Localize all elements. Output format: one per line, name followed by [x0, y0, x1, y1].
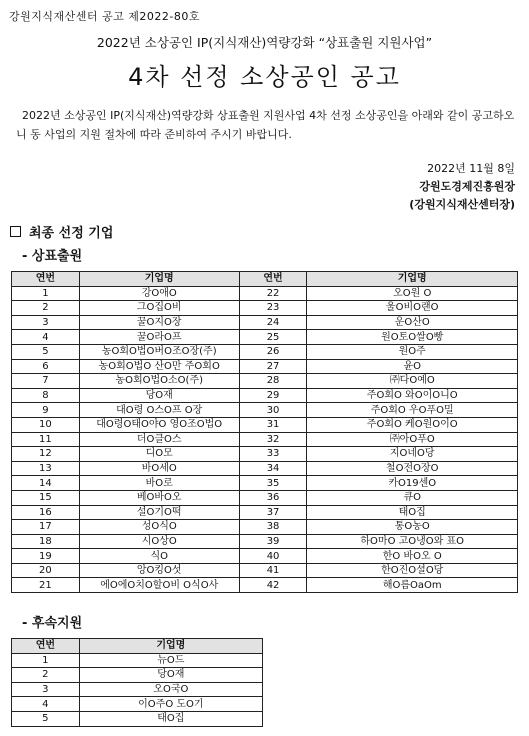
company-name: 주O회O 우O푸O밀 — [307, 403, 518, 418]
table-row — [12, 653, 263, 668]
table-row — [12, 432, 518, 447]
company-name: 오O원 O — [307, 286, 518, 301]
table-row — [12, 505, 518, 520]
checkbox-icon — [10, 226, 21, 237]
table-row — [12, 301, 518, 316]
table-row — [12, 315, 518, 330]
column-header-company: 기업명 — [307, 272, 518, 287]
row-number: 41 — [239, 563, 307, 578]
table-row — [12, 534, 518, 549]
company-name: 농O회O법O 산O만 주O회O — [79, 359, 239, 374]
company-name: 대O령O태O야O 영O조O법O — [79, 417, 239, 432]
followup-table-body — [12, 653, 263, 726]
company-name: 태O집 — [307, 505, 518, 520]
company-name: 윤O — [307, 359, 518, 374]
company-name: 통O농O — [307, 520, 518, 535]
section-title: 최종 선정 기업 — [29, 226, 114, 241]
table-row — [12, 403, 518, 418]
company-name: 더O클O스 — [79, 432, 239, 447]
company-name: 농O회O법O소O(주) — [79, 374, 239, 389]
row-number: 20 — [12, 563, 80, 578]
row-number: 42 — [239, 578, 307, 593]
company-name: 원O토O쌀O빵 — [307, 330, 518, 345]
table-row — [12, 549, 518, 564]
table-row — [12, 359, 518, 374]
table-row — [12, 697, 263, 712]
company-name: 카O19센O — [307, 476, 518, 491]
company-name: 큐O — [307, 490, 518, 505]
row-number: 11 — [12, 432, 80, 447]
row-number: 38 — [239, 520, 307, 535]
row-number: 30 — [239, 403, 307, 418]
row-number: 15 — [12, 490, 80, 505]
row-number: 27 — [239, 359, 307, 374]
row-number: 28 — [239, 374, 307, 389]
company-name: 성O식O — [79, 520, 239, 535]
row-number: 24 — [239, 315, 307, 330]
company-name: 주O회O 케O원O이O — [307, 417, 518, 432]
company-name: 식O — [79, 549, 239, 564]
company-name: 당O재 — [79, 668, 262, 683]
row-number: 18 — [12, 534, 80, 549]
table-row — [12, 682, 263, 697]
row-number: 3 — [12, 315, 80, 330]
company-name: 뉴O드 — [79, 653, 262, 668]
company-name: 해O름OaOm — [307, 578, 518, 593]
company-name: 앙O킹O섯 — [79, 563, 239, 578]
row-number: 36 — [239, 490, 307, 505]
company-name: 바O세O — [79, 461, 239, 476]
table-row — [12, 520, 518, 535]
document-title: 4차 선정 소상공인 공고 — [128, 63, 401, 91]
row-number: 3 — [12, 682, 80, 697]
company-name: 철O전O장O — [307, 461, 518, 476]
company-name: 하O마O 고O냉O와 표O — [307, 534, 518, 549]
row-number: 4 — [12, 697, 80, 712]
company-name: 설O기O떡 — [79, 505, 239, 520]
company-name: ㈜아O푸O — [307, 432, 518, 447]
company-name: 오O국O — [79, 682, 262, 697]
notice-number: 강원지식재산센터 공고 제2022-80호 — [9, 10, 200, 23]
company-name: 태O집 — [79, 711, 262, 726]
table-row — [12, 711, 263, 726]
row-number: 5 — [12, 711, 80, 726]
table-row — [12, 447, 518, 462]
row-number: 37 — [239, 505, 307, 520]
column-header-no: 연번 — [12, 272, 80, 287]
row-number: 7 — [12, 374, 80, 389]
row-number: 21 — [12, 578, 80, 593]
company-name: 꿀O라O프 — [79, 330, 239, 345]
document-subtitle: 2022년 소상공인 IP(지식재산)역량강화 “상표출원 지원사업” — [96, 35, 433, 50]
row-number: 14 — [12, 476, 80, 491]
row-number: 35 — [239, 476, 307, 491]
company-name: 한O 바O오 O — [307, 549, 518, 564]
row-number: 39 — [239, 534, 307, 549]
company-name: 시O상O — [79, 534, 239, 549]
company-name: 꿀O지O장 — [79, 315, 239, 330]
row-number: 2 — [12, 668, 80, 683]
company-name: ㈜다O예O — [307, 374, 518, 389]
column-header-no: 연번 — [12, 639, 80, 654]
row-number: 26 — [239, 344, 307, 359]
company-name: 에O에O치O할O비 O식O사 — [79, 578, 239, 593]
company-name: 농O회O법O버O조O장(주) — [79, 344, 239, 359]
trademark-table-body — [12, 286, 518, 592]
row-number: 2 — [12, 301, 80, 316]
table-row — [12, 417, 518, 432]
company-name: 베O바O오 — [79, 490, 239, 505]
company-name: 강O애O — [79, 286, 239, 301]
row-number: 33 — [239, 447, 307, 462]
company-name: 대O령 O스O프 O장 — [79, 403, 239, 418]
column-header-company: 기업명 — [79, 639, 262, 654]
intro-paragraph: 2022년 소상공인 IP(지식재산)역량강화 상표출원 지원사업 4차 선정 소상공인을 아래와 같이 공고하오니 동 사업의 지원 절차에 따라 준비하여 주시기 바랍니다. — [16, 109, 515, 141]
company-name: 주O회O 와O이O니O — [307, 388, 518, 403]
company-name: 디O모 — [79, 447, 239, 462]
company-name: 한O진O셜O당 — [307, 563, 518, 578]
table-row — [12, 286, 518, 301]
row-number: 25 — [239, 330, 307, 345]
section-heading — [10, 222, 113, 241]
row-number: 17 — [12, 520, 80, 535]
subsection-followup: - 후속지원 — [22, 616, 83, 631]
issuer-subname: (강원지식재산센터장) — [409, 198, 515, 211]
table-header-row — [12, 272, 518, 287]
column-header-company: 기업명 — [79, 272, 239, 287]
row-number: 1 — [12, 286, 80, 301]
row-number: 31 — [239, 417, 307, 432]
row-number: 19 — [12, 549, 80, 564]
row-number: 22 — [239, 286, 307, 301]
trademark-table — [11, 271, 518, 593]
table-row — [12, 578, 518, 593]
company-name: 운O산O — [307, 315, 518, 330]
row-number: 23 — [239, 301, 307, 316]
row-number: 6 — [12, 359, 80, 374]
subsection-trademark: - 상표출원 — [22, 249, 83, 264]
row-number: 32 — [239, 432, 307, 447]
table-row — [12, 330, 518, 345]
company-name: 울O비O랜O — [307, 301, 518, 316]
row-number: 12 — [12, 447, 80, 462]
row-number: 4 — [12, 330, 80, 345]
row-number: 34 — [239, 461, 307, 476]
table-row — [12, 490, 518, 505]
followup-table — [11, 638, 263, 727]
table-row — [12, 388, 518, 403]
notice-date: 2022년 11월 8일 — [427, 162, 515, 175]
company-name: 지O네O당 — [307, 447, 518, 462]
row-number: 5 — [12, 344, 80, 359]
row-number: 1 — [12, 653, 80, 668]
row-number: 16 — [12, 505, 80, 520]
table-row — [12, 461, 518, 476]
row-number: 13 — [12, 461, 80, 476]
company-name: 그O집O비 — [79, 301, 239, 316]
row-number: 9 — [12, 403, 80, 418]
company-name: 바O로 — [79, 476, 239, 491]
table-row — [12, 668, 263, 683]
table-row — [12, 344, 518, 359]
row-number: 40 — [239, 549, 307, 564]
company-name: 이O주O 도O기 — [79, 697, 262, 712]
company-name: 당O재 — [79, 388, 239, 403]
column-header-no: 연번 — [239, 272, 307, 287]
table-row — [12, 563, 518, 578]
issuer-name: 강원도경제진흥원장 — [419, 180, 515, 193]
company-name: 원O주 — [307, 344, 518, 359]
row-number: 29 — [239, 388, 307, 403]
table-header-row — [12, 639, 263, 654]
table-row — [12, 374, 518, 389]
row-number: 10 — [12, 417, 80, 432]
row-number: 8 — [12, 388, 80, 403]
table-row — [12, 476, 518, 491]
